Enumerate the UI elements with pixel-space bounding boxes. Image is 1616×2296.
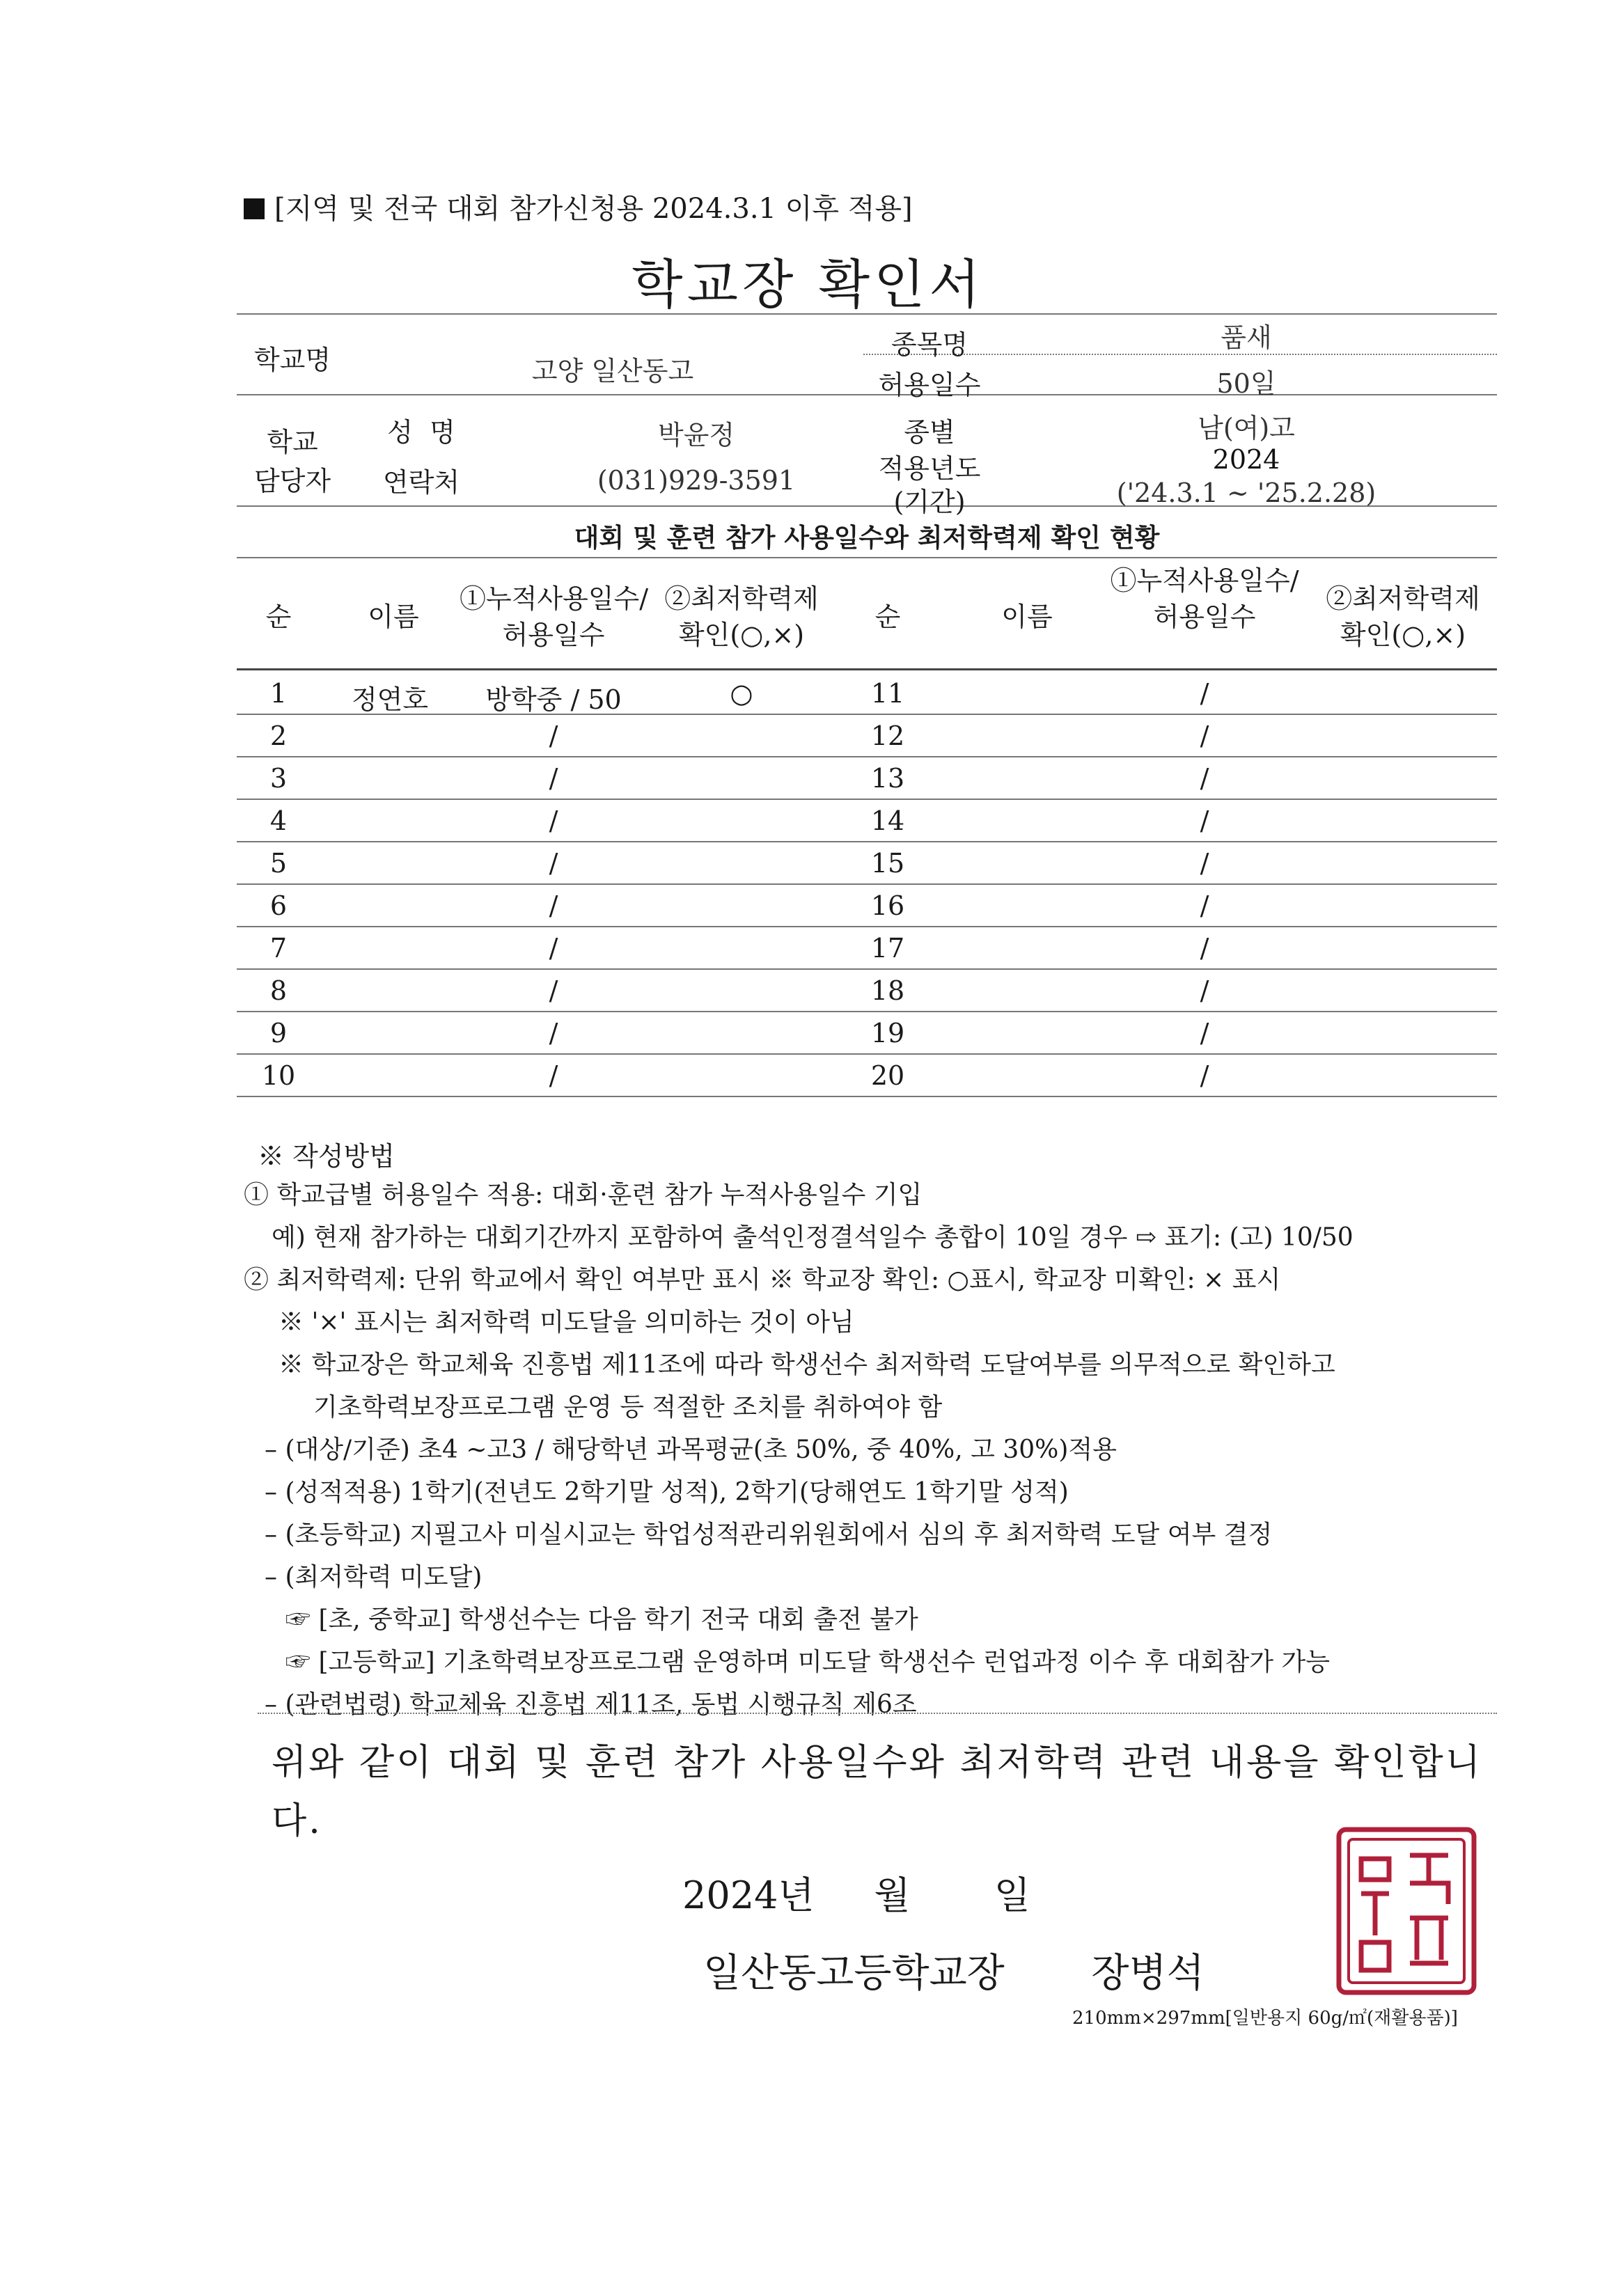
seal-glyph	[1361, 1859, 1389, 1970]
table-cell-l-days: /	[549, 848, 558, 879]
table-cell-l-days: /	[549, 1018, 558, 1048]
school-value: 고양 일산동고	[531, 356, 694, 386]
gender-value: 남(여)고	[1198, 413, 1295, 443]
table-cell-r-no: 13	[870, 763, 905, 794]
info-top-border	[237, 313, 1497, 315]
table-cell-l-no: 9	[269, 1018, 288, 1048]
seal-glyph	[1410, 1855, 1448, 1963]
table-cell-l-no: 10	[261, 1060, 296, 1091]
table-row-border	[237, 799, 1497, 800]
table-row-border	[237, 756, 1497, 757]
year-label-1: 적용년도	[878, 453, 981, 484]
table-cell-r-days: /	[1200, 721, 1209, 751]
method-line: – (성적적용) 1학기(전년도 2학기말 성적), 2학기(당해연도 1학기말 성적)	[265, 1478, 1069, 1507]
contact-label: 연락처	[382, 467, 460, 498]
table-cell-r-no: 19	[870, 1018, 905, 1048]
table-row-border	[237, 1096, 1497, 1097]
manager-label-1: 학교	[267, 427, 318, 457]
year-label-2: (기간)	[893, 487, 966, 517]
table-cell-r-days: /	[1200, 890, 1209, 921]
table-row-border	[237, 968, 1497, 970]
table-row-border	[237, 926, 1497, 927]
table-cell-l-name: 정연호	[351, 684, 429, 715]
seal-marks	[1339, 1830, 1474, 1992]
table-cell-r-days: /	[1200, 678, 1209, 709]
table-cell-r-days: /	[1200, 933, 1209, 964]
paper-spec: 210mm×297mm[일반용지 60g/㎡(재활용품)]	[1072, 2008, 1458, 2029]
table-cell-r-days: /	[1200, 763, 1209, 794]
year-value: 2024	[1212, 444, 1280, 475]
table-top-border	[237, 557, 1497, 558]
signer-line: 일산동고등학교장 장병석	[703, 1951, 1205, 1996]
header-check-right-1: ②최저학력제	[1326, 583, 1480, 614]
table-cell-r-days: /	[1200, 1018, 1209, 1048]
table-cell-l-days: /	[549, 933, 558, 964]
header-no-right: 순	[874, 601, 901, 632]
table-row-border	[237, 1011, 1497, 1012]
method-line: 기초학력보장프로그램 운영 등 적절한 조치를 취하여야 함	[313, 1393, 943, 1422]
table-cell-r-days: /	[1200, 848, 1209, 879]
contact-value: (031)929-3591	[597, 465, 796, 496]
method-line: 예) 현재 참가하는 대회기간까지 포함하여 출석인정결석일수 총합이 10일 경우 ⇨ 표기: (고) 10/50	[272, 1223, 1354, 1252]
table-cell-l-days: /	[549, 763, 558, 794]
school-label: 학교명	[253, 345, 331, 375]
table-cell-r-no: 17	[870, 933, 905, 964]
date-line: 2024년 월 일	[682, 1873, 1030, 1917]
header-days-right-2: 허용일수	[1153, 601, 1256, 632]
table-cell-r-days: /	[1200, 1060, 1209, 1091]
table-cell-l-no: 1	[269, 678, 288, 709]
table-cell-l-days: /	[549, 890, 558, 921]
header-no-left: 순	[265, 601, 292, 632]
table-cell-l-days: /	[549, 975, 558, 1006]
header-check-left-1: ②최저학력제	[664, 583, 819, 614]
table-cell-r-days: /	[1200, 805, 1209, 836]
header-note	[244, 187, 913, 226]
table-cell-l-no: 7	[269, 933, 288, 964]
period-value: ('24.3.1 ~ '25.2.28)	[1116, 478, 1376, 508]
method-line: ※ 학교장은 학교체육 진흥법 제11조에 따라 학생선수 최저학력 도달여부를 의무적으로 확인하고	[279, 1351, 1335, 1379]
table-row-border	[237, 883, 1497, 885]
method-title: ※ 작성방법	[258, 1141, 395, 1172]
section-title: 대회 및 훈련 참가 사용일수와 최저학력제 확인 현황	[574, 522, 1160, 553]
allowed-days-label: 허용일수	[878, 370, 981, 400]
square-bullet-icon	[244, 198, 265, 219]
table-cell-l-days: /	[549, 1060, 558, 1091]
table-cell-r-no: 16	[870, 890, 905, 921]
method-line: ② 최저학력제: 단위 학교에서 확인 여부만 표시 ※ 학교장 확인: ○표시, 학교장 미확인: × 표시	[244, 1266, 1281, 1294]
table-cell-r-no: 20	[870, 1060, 905, 1091]
event-label: 종목명	[891, 329, 968, 360]
table-cell-l-days: 방학중 / 50	[485, 684, 622, 715]
table-row-border	[237, 841, 1497, 842]
header-name-right: 이름	[1001, 601, 1053, 632]
header-days-right-1: ①누적사용일수/	[1110, 565, 1299, 596]
method-line: ☞ [초, 중학교] 학생선수는 다음 학기 전국 대회 출전 불가	[285, 1605, 918, 1634]
table-cell-r-no: 11	[870, 678, 905, 709]
header-days-left-2: 허용일수	[502, 620, 605, 650]
header-note-text: [지역 및 전국 대회 참가신청용 2024.3.1 이후 적용]	[274, 193, 913, 225]
method-line: – (최저학력 미도달)	[265, 1563, 483, 1591]
gender-label: 종별	[904, 417, 955, 448]
table-cell-r-days: /	[1200, 975, 1209, 1006]
name-label: 성 명	[387, 417, 455, 448]
manager-label-2: 담당자	[253, 466, 331, 496]
school-seal-stamp	[1333, 1824, 1480, 1998]
table-cell-l-no: 3	[269, 763, 288, 794]
method-line: ① 학교급별 허용일수 적용: 대회·훈련 참가 누적사용일수 기입	[244, 1181, 923, 1209]
method-line: – (관련법령) 학교체육 진흥법 제11조, 동법 시행규칙 제6조	[265, 1690, 917, 1719]
table-row-border	[237, 714, 1497, 715]
allowed-days-value: 50일	[1216, 368, 1276, 399]
table-cell-r-no: 12	[870, 721, 905, 751]
header-check-right-2: 확인(○,×)	[1340, 620, 1466, 650]
event-value: 품새	[1221, 322, 1272, 353]
method-bottom-border	[258, 1713, 1497, 1714]
name-value: 박윤정	[657, 420, 735, 450]
table-cell-l-no: 4	[269, 805, 288, 836]
table-cell-l-no: 8	[269, 975, 288, 1006]
table-row-border	[237, 1053, 1497, 1055]
table-header-border	[237, 668, 1497, 670]
method-line: – (초등학교) 지필고사 미실시교는 학업성적관리위원회에서 심의 후 최저학력 도달 여부 결정	[265, 1520, 1273, 1549]
method-line: – (대상/기준) 초4 ~고3 / 해당학년 과목평균(초 50%, 중 40%, 고 30%)적용	[265, 1436, 1117, 1464]
header-check-left-2: 확인(○,×)	[678, 620, 805, 650]
method-line: ☞ [고등학교] 기초학력보장프로그램 운영하며 미도달 학생선수 런업과정 이수 후 대회참가 가능	[285, 1648, 1331, 1676]
header-name-left: 이름	[368, 601, 419, 632]
confirm-statement: 위와 같이 대회 및 훈련 참가 사용일수와 최저학력 관련 내용을 확인합니다.	[272, 1742, 1483, 1842]
table-cell-r-no: 14	[870, 805, 905, 836]
document-title: 학교장 확인서	[632, 253, 984, 315]
table-cell-l-days: /	[549, 721, 558, 751]
table-cell-l-no: 6	[269, 890, 288, 921]
table-cell-l-check: ○	[730, 678, 753, 709]
table-cell-l-days: /	[549, 805, 558, 836]
method-line: ※ '×' 표시는 최저학력 미도달을 의미하는 것이 아님	[279, 1308, 854, 1337]
table-cell-l-no: 2	[269, 721, 288, 751]
table-cell-r-no: 15	[870, 848, 905, 879]
header-days-left-1: ①누적사용일수/	[460, 583, 649, 614]
table-cell-l-no: 5	[269, 848, 288, 879]
table-cell-r-no: 18	[870, 975, 905, 1006]
